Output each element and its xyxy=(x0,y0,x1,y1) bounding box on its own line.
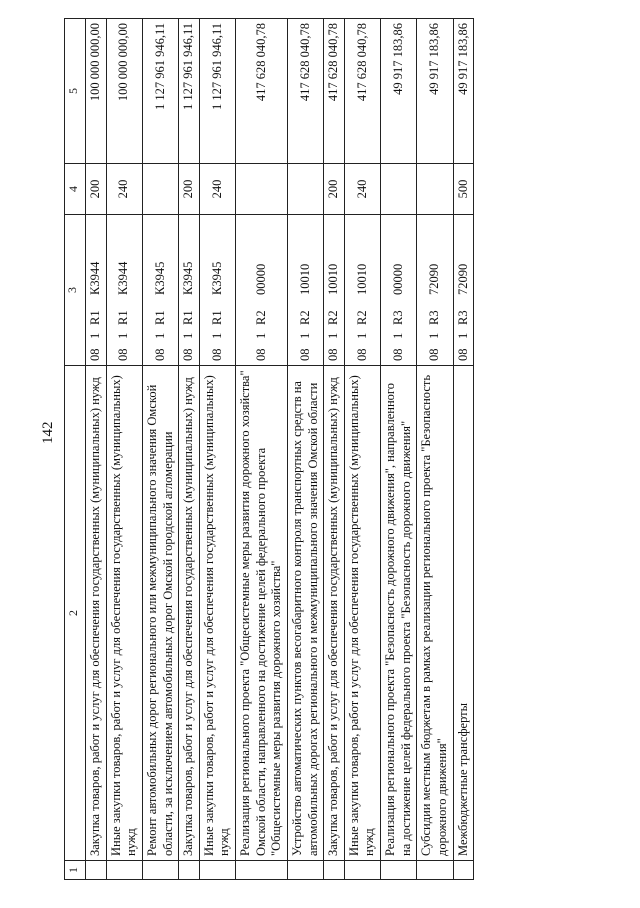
header-col-4: 4 xyxy=(65,164,86,215)
code-subsection: 1 xyxy=(253,332,268,339)
row-name: Устройство автоматических пунктов весогабаритного контроля транспортных средств на автомобильных дорогах регионального и межмуниципального значения Омской области xyxy=(287,366,323,861)
code-program: R3 xyxy=(390,310,405,325)
code-program: R1 xyxy=(116,310,131,325)
code-section: 08 xyxy=(253,348,268,361)
row-expense-type xyxy=(287,164,323,215)
table-row xyxy=(86,19,107,880)
row-amount: 417 628 040,78 xyxy=(236,19,288,164)
row-name: Реализация регионального проекта "Общесистемные меры развития дорожного хозяйства" Омской области, направленного на достижение целей федерального проекта "Общесистемные меры развития дорожного хозяйства" xyxy=(236,366,288,861)
code-section: 08 xyxy=(116,348,131,361)
row-number-cell xyxy=(417,861,453,880)
row-name: Иные закупки товаров, работ и услуг для обеспечения государственных (муниципальных) нужд xyxy=(199,366,235,861)
row-amount: 417 628 040,78 xyxy=(287,19,323,164)
code-subsection: 1 xyxy=(455,332,470,339)
row-name: Ремонт автомобильных дорог регионального или межмуниципального значения Омской области, за исключением автомобильных дорог Омской городской агломерации xyxy=(142,366,178,861)
row-name: Субсидии местным бюджетам в рамках реализации регионального проекта "Безопасность дорожного движения" xyxy=(417,366,453,861)
code-program: R2 xyxy=(354,310,369,325)
row-number-cell xyxy=(344,861,380,880)
row-name: Закупка товаров, работ и услуг для обеспечения государственных (муниципальных) нужд xyxy=(179,366,200,861)
table-row xyxy=(287,19,323,880)
row-amount: 49 917 183,86 xyxy=(381,19,417,164)
row-expense-type: 200 xyxy=(179,164,200,215)
row-name: Межбюджетные трансферты xyxy=(453,366,474,861)
row-amount: 417 628 040,78 xyxy=(324,19,345,164)
table-row xyxy=(381,19,417,880)
code-subsection: 1 xyxy=(88,332,102,339)
row-name: Закупка товаров, работ и услуг для обеспечения государственных (муниципальных) нужд xyxy=(86,366,107,861)
code-subsection: 1 xyxy=(209,332,224,339)
code-program: R2 xyxy=(297,310,312,325)
code-target: 00000 xyxy=(390,263,405,295)
code-program: R1 xyxy=(209,310,224,325)
row-amount: 1 127 961 946,11 xyxy=(179,19,200,164)
row-amount: 100 000 000,00 xyxy=(86,19,107,164)
row-expense-type xyxy=(236,164,288,215)
code-target: 10010 xyxy=(354,263,369,295)
row-name: Иные закупки товаров, работ и услуг для обеспечения государственных (муниципальных) нужд xyxy=(344,366,380,861)
code-target: 00000 xyxy=(253,263,268,295)
code-target: К3944 xyxy=(116,261,131,295)
code-program: R1 xyxy=(181,310,196,325)
header-row xyxy=(65,19,86,880)
budget-table-container xyxy=(64,23,610,880)
code-subsection: 1 xyxy=(116,332,131,339)
row-amount: 1 127 961 946,11 xyxy=(142,19,178,164)
code-program: R2 xyxy=(326,310,341,325)
code-section: 08 xyxy=(354,348,369,361)
code-subsection: 1 xyxy=(354,332,369,339)
row-code-cell xyxy=(324,215,345,366)
code-section: 08 xyxy=(297,348,312,361)
header-col-2: 2 xyxy=(65,366,86,861)
code-target: 72090 xyxy=(455,263,470,295)
code-program: R1 xyxy=(88,310,102,325)
row-code-cell xyxy=(417,215,453,366)
code-target: 10010 xyxy=(326,263,341,295)
row-number-cell xyxy=(106,861,142,880)
code-target: 10010 xyxy=(297,263,312,295)
code-subsection: 1 xyxy=(326,332,341,339)
row-number-cell xyxy=(287,861,323,880)
page-number: 142 xyxy=(40,421,56,444)
table-row xyxy=(324,19,345,880)
code-program: R3 xyxy=(455,310,470,325)
row-expense-type: 500 xyxy=(453,164,474,215)
code-program: R1 xyxy=(152,310,167,325)
code-section: 08 xyxy=(427,348,442,361)
row-code-cell xyxy=(179,215,200,366)
row-name: Реализация регионального проекта "Безопасность дорожного движения", направленного на достижение целей федерального проекта "Безопасность дорожного движения" xyxy=(381,366,417,861)
row-number-cell xyxy=(142,861,178,880)
row-number-cell xyxy=(86,861,107,880)
table-row xyxy=(199,19,235,880)
code-subsection: 1 xyxy=(390,332,405,339)
table-row xyxy=(179,19,200,880)
row-name: Иные закупки товаров, работ и услуг для обеспечения государственных (муниципальных) нужд xyxy=(106,366,142,861)
table-row xyxy=(453,19,474,880)
table-row xyxy=(344,19,380,880)
row-expense-type: 200 xyxy=(86,164,107,215)
row-expense-type: 240 xyxy=(199,164,235,215)
header-col-5: 5 xyxy=(65,19,86,164)
code-target: К3945 xyxy=(209,261,224,295)
row-expense-type: 240 xyxy=(106,164,142,215)
row-number-cell xyxy=(381,861,417,880)
code-section: 08 xyxy=(390,348,405,361)
row-number-cell xyxy=(453,861,474,880)
row-expense-type xyxy=(417,164,453,215)
code-subsection: 1 xyxy=(152,332,167,339)
code-subsection: 1 xyxy=(427,332,442,339)
code-section: 08 xyxy=(181,348,196,361)
row-number-cell xyxy=(236,861,288,880)
row-amount: 100 000 000,00 xyxy=(106,19,142,164)
row-code-cell xyxy=(106,215,142,366)
code-target: К3945 xyxy=(152,261,167,295)
row-expense-type: 240 xyxy=(344,164,380,215)
row-code-cell xyxy=(86,215,107,366)
table-row xyxy=(236,19,288,880)
code-program: R2 xyxy=(253,310,268,325)
row-number-cell xyxy=(179,861,200,880)
header-col-3: 3 xyxy=(65,215,86,366)
table-row xyxy=(417,19,453,880)
code-target: К3945 xyxy=(181,261,196,295)
row-amount: 49 917 183,86 xyxy=(453,19,474,164)
row-amount: 1 127 961 946,11 xyxy=(199,19,235,164)
row-name: Закупка товаров, работ и услуг для обеспечения государственных (муниципальных) нужд xyxy=(324,366,345,861)
code-subsection: 1 xyxy=(297,332,312,339)
row-code-cell xyxy=(287,215,323,366)
row-code-cell xyxy=(381,215,417,366)
code-program: R3 xyxy=(427,310,442,325)
code-target: К3944 xyxy=(88,261,102,295)
row-code-cell xyxy=(344,215,380,366)
code-section: 08 xyxy=(209,348,224,361)
budget-table xyxy=(64,18,474,880)
row-amount: 417 628 040,78 xyxy=(344,19,380,164)
row-expense-type xyxy=(381,164,417,215)
table-row xyxy=(106,19,142,880)
code-target: 72090 xyxy=(427,263,442,295)
row-code-cell xyxy=(142,215,178,366)
code-section: 08 xyxy=(88,348,102,361)
table-row xyxy=(142,19,178,880)
row-number-cell xyxy=(199,861,235,880)
row-amount: 49 917 183,86 xyxy=(417,19,453,164)
row-code-cell xyxy=(453,215,474,366)
row-code-cell xyxy=(199,215,235,366)
row-expense-type xyxy=(142,164,178,215)
row-number-cell xyxy=(324,861,345,880)
header-col-1: 1 xyxy=(65,861,86,880)
code-section: 08 xyxy=(152,348,167,361)
row-expense-type: 200 xyxy=(324,164,345,215)
code-section: 08 xyxy=(455,348,470,361)
row-code-cell xyxy=(236,215,288,366)
code-subsection: 1 xyxy=(181,332,196,339)
code-section: 08 xyxy=(326,348,341,361)
